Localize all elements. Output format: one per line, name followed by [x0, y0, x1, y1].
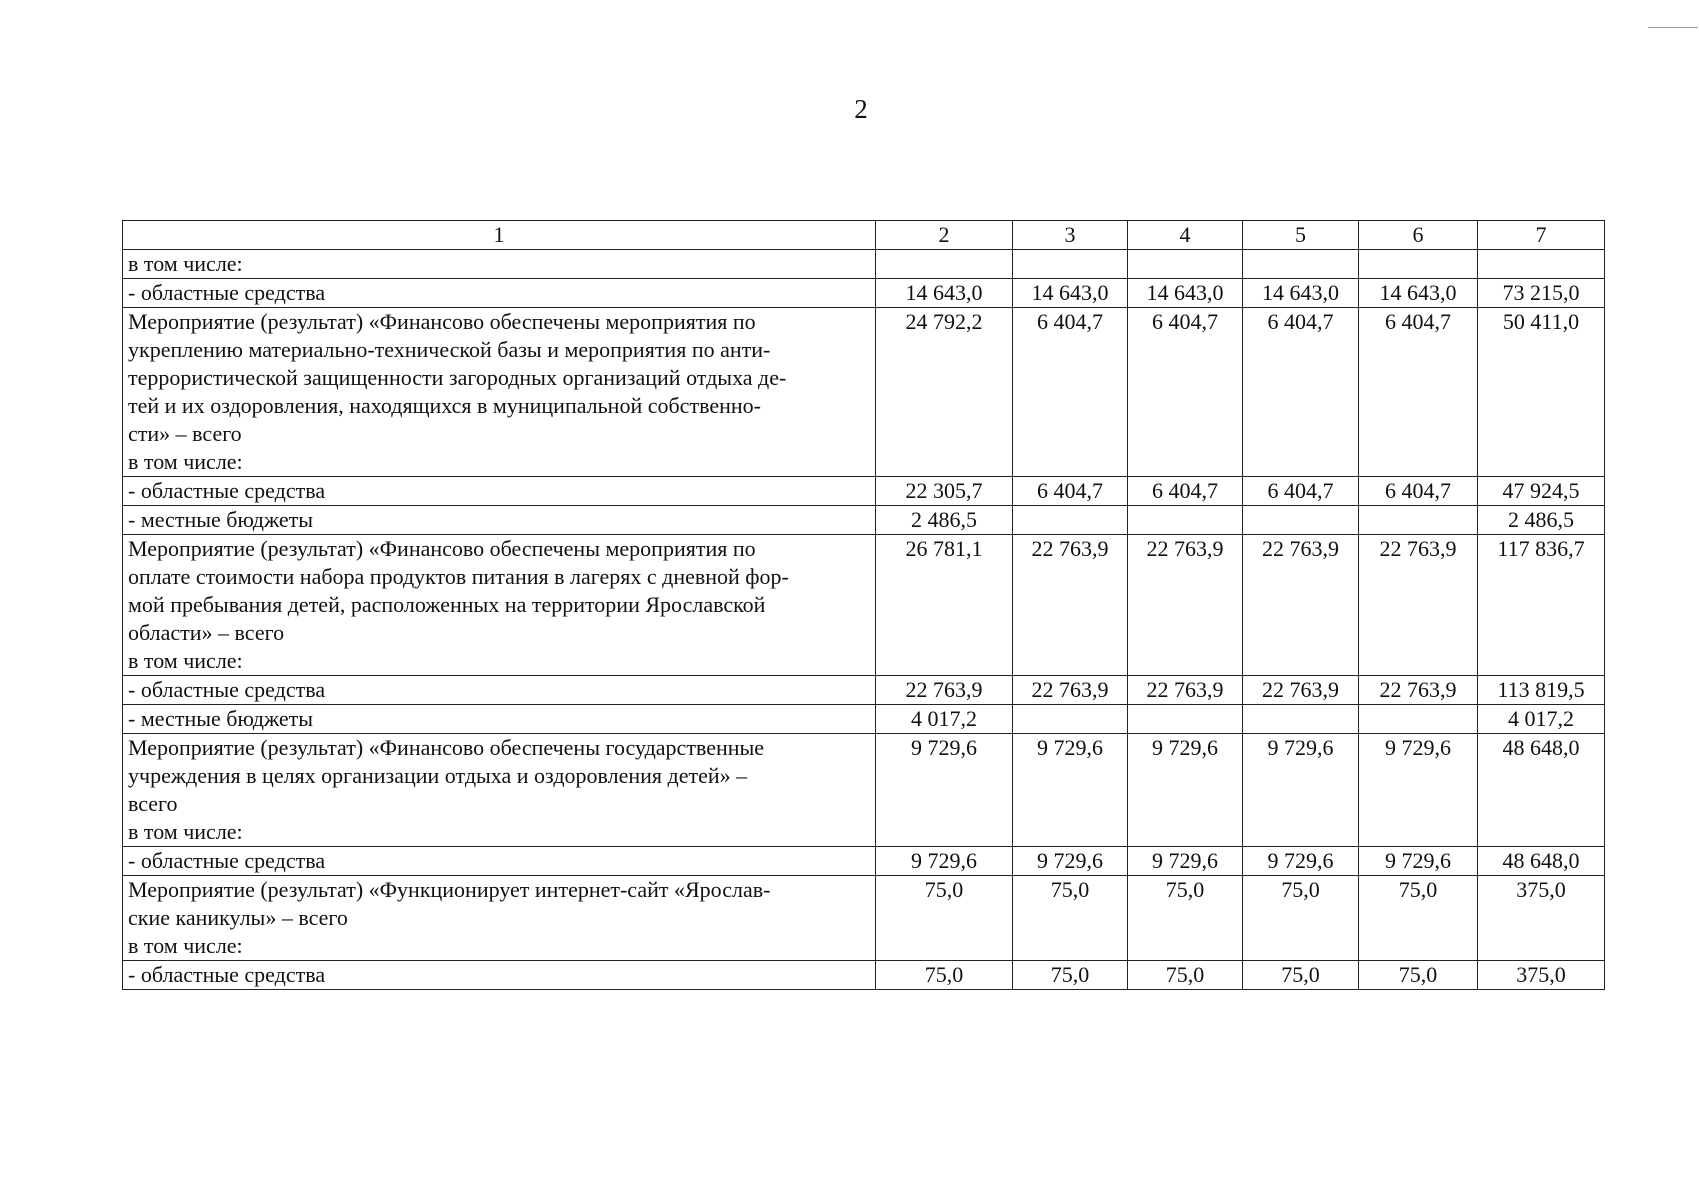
value-cell: 22 763,9: [1128, 676, 1243, 705]
value-cell: [876, 250, 1013, 279]
value-cell: 22 763,9: [1013, 535, 1128, 676]
value-cell: 22 763,9: [876, 676, 1013, 705]
value-cell: 75,0: [1359, 961, 1478, 990]
value-cell: 75,0: [1243, 876, 1359, 961]
value-cell: 6 404,7: [1359, 308, 1478, 477]
total-value-cell: 50 411,0: [1478, 308, 1605, 477]
row-label-cell: - местные бюджеты: [123, 705, 876, 734]
value-cell: 6 404,7: [1013, 477, 1128, 506]
value-cell: 75,0: [876, 876, 1013, 961]
row-label-cell: в том числе:: [123, 250, 876, 279]
row-label-cell: - областные средства: [123, 961, 876, 990]
value-cell: [1013, 705, 1128, 734]
value-cell: 6 404,7: [1243, 477, 1359, 506]
budget-table: [122, 220, 1605, 990]
value-cell: [1359, 250, 1478, 279]
value-cell: 22 763,9: [1243, 535, 1359, 676]
value-cell: 9 729,6: [1013, 847, 1128, 876]
header-cell: 6: [1359, 221, 1478, 250]
row-label-cell: - областные средства: [123, 279, 876, 308]
total-value-cell: 48 648,0: [1478, 847, 1605, 876]
value-cell: 75,0: [1128, 961, 1243, 990]
value-cell: 14 643,0: [1128, 279, 1243, 308]
total-value-cell: 375,0: [1478, 876, 1605, 961]
value-cell: 22 305,7: [876, 477, 1013, 506]
value-cell: 9 729,6: [1128, 847, 1243, 876]
value-cell: 14 643,0: [876, 279, 1013, 308]
row-label-cell: - местные бюджеты: [123, 506, 876, 535]
row-label-cell: - областные средства: [123, 847, 876, 876]
value-cell: 6 404,7: [1359, 477, 1478, 506]
value-cell: [1128, 250, 1243, 279]
table-row: [123, 506, 1605, 535]
value-cell: [1359, 506, 1478, 535]
page-number: 2: [854, 94, 868, 124]
value-cell: 2 486,5: [876, 506, 1013, 535]
total-value-cell: 4 017,2: [1478, 705, 1605, 734]
table-row: [123, 734, 1605, 847]
value-cell: [1013, 506, 1128, 535]
value-cell: [1128, 705, 1243, 734]
value-cell: 24 792,2: [876, 308, 1013, 477]
header-cell: 7: [1478, 221, 1605, 250]
header-cell: 1: [123, 221, 876, 250]
value-cell: 22 763,9: [1243, 676, 1359, 705]
total-value-cell: 47 924,5: [1478, 477, 1605, 506]
value-cell: [1243, 506, 1359, 535]
header-cell: 4: [1128, 221, 1243, 250]
table-row: [123, 308, 1605, 477]
value-cell: 9 729,6: [1243, 847, 1359, 876]
value-cell: 9 729,6: [1128, 734, 1243, 847]
total-value-cell: 113 819,5: [1478, 676, 1605, 705]
header-cell: 3: [1013, 221, 1128, 250]
value-cell: 26 781,1: [876, 535, 1013, 676]
value-cell: [1243, 705, 1359, 734]
value-cell: 9 729,6: [1243, 734, 1359, 847]
value-cell: 75,0: [1128, 876, 1243, 961]
total-value-cell: 48 648,0: [1478, 734, 1605, 847]
total-value-cell: 117 836,7: [1478, 535, 1605, 676]
value-cell: 6 404,7: [1013, 308, 1128, 477]
total-value-cell: [1478, 250, 1605, 279]
value-cell: 4 017,2: [876, 705, 1013, 734]
value-cell: 6 404,7: [1128, 308, 1243, 477]
value-cell: 9 729,6: [1013, 734, 1128, 847]
value-cell: 75,0: [1013, 876, 1128, 961]
value-cell: 9 729,6: [876, 734, 1013, 847]
table-row: [123, 847, 1605, 876]
table-row: [123, 279, 1605, 308]
value-cell: [1128, 506, 1243, 535]
row-label-cell: - областные средства: [123, 676, 876, 705]
table-body: [123, 221, 1605, 990]
value-cell: 22 763,9: [1359, 535, 1478, 676]
value-cell: 6 404,7: [1128, 477, 1243, 506]
table-header-row: [123, 221, 1605, 250]
value-cell: 14 643,0: [1013, 279, 1128, 308]
value-cell: [1013, 250, 1128, 279]
corner-scan-mark: [1648, 27, 1698, 28]
value-cell: 22 763,9: [1013, 676, 1128, 705]
value-cell: 75,0: [876, 961, 1013, 990]
value-cell: 75,0: [1013, 961, 1128, 990]
value-cell: 14 643,0: [1243, 279, 1359, 308]
value-cell: [1243, 250, 1359, 279]
header-cell: 5: [1243, 221, 1359, 250]
row-label-cell: Мероприятие (результат) «Финансово обеспечены мероприятия по укреплению материально-технической базы и мероприятия по анти- террористической защищенности загородных организаций отдыха де- тей и их оздоровления, находящихся в муниципальной собственно- сти» – всего в том числе:: [123, 308, 876, 477]
table-row: [123, 676, 1605, 705]
value-cell: 22 763,9: [1128, 535, 1243, 676]
table-row: [123, 961, 1605, 990]
value-cell: 14 643,0: [1359, 279, 1478, 308]
table-row: [123, 705, 1605, 734]
value-cell: [1359, 705, 1478, 734]
value-cell: 9 729,6: [876, 847, 1013, 876]
value-cell: 6 404,7: [1243, 308, 1359, 477]
table-row: [123, 876, 1605, 961]
value-cell: 75,0: [1243, 961, 1359, 990]
value-cell: 22 763,9: [1359, 676, 1478, 705]
value-cell: 75,0: [1359, 876, 1478, 961]
total-value-cell: 2 486,5: [1478, 506, 1605, 535]
total-value-cell: 73 215,0: [1478, 279, 1605, 308]
row-label-cell: Мероприятие (результат) «Финансово обеспечены мероприятия по оплате стоимости набора продуктов питания в лагерях с дневной фор- мой пребывания детей, расположенных на территории Ярославской области» – всего в том числе:: [123, 535, 876, 676]
total-value-cell: 375,0: [1478, 961, 1605, 990]
row-label-cell: Мероприятие (результат) «Функционирует интернет-сайт «Ярослав- ские каникулы» – всего в том числе:: [123, 876, 876, 961]
header-cell: 2: [876, 221, 1013, 250]
value-cell: 9 729,6: [1359, 847, 1478, 876]
table-row: [123, 535, 1605, 676]
row-label-cell: Мероприятие (результат) «Финансово обеспечены государственные учреждения в целях организации отдыха и оздоровления детей» – всего в том числе:: [123, 734, 876, 847]
table-row: [123, 250, 1605, 279]
row-label-cell: - областные средства: [123, 477, 876, 506]
table-row: [123, 477, 1605, 506]
value-cell: 9 729,6: [1359, 734, 1478, 847]
